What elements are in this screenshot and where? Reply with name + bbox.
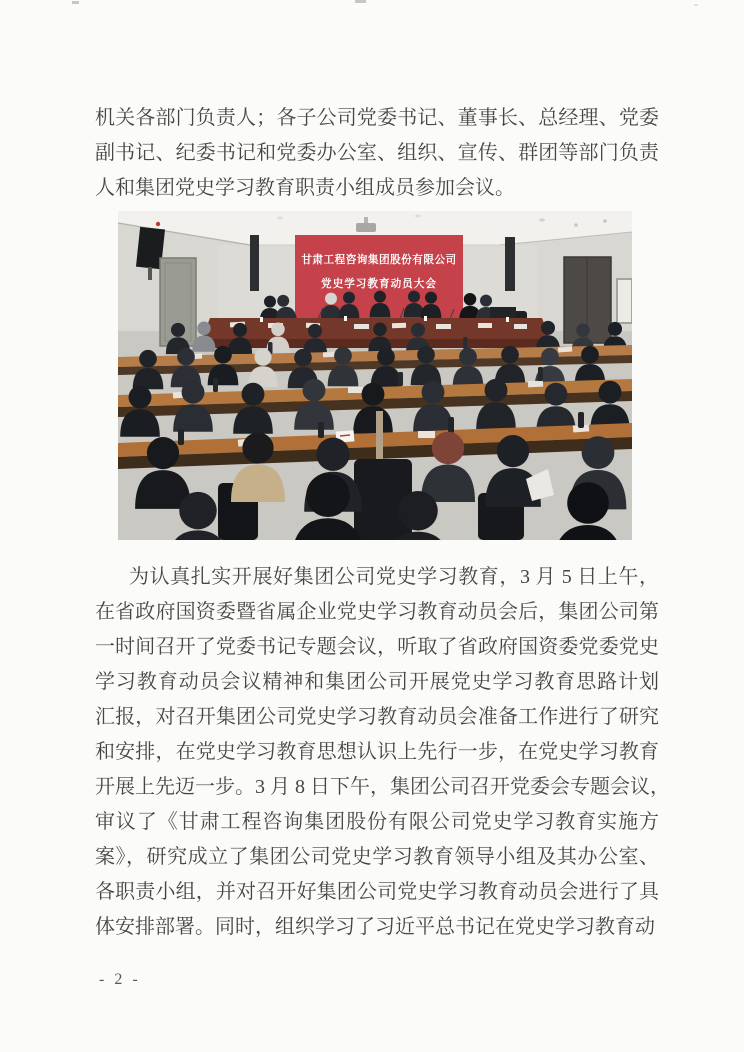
text-line: 体安排部署。同时，组织学习了习近平总书记在党史学习教育动 bbox=[95, 916, 655, 938]
text-line: 学习教育动员会议精神和集团公司开展党史学习教育思路计划 bbox=[95, 671, 659, 693]
text-line: 和安排，在党史学习教育思想认识上先行一步，在党史学习教育 bbox=[95, 741, 659, 763]
text-line: 副书记、纪委书记和党委办公室、组织、宣传、群团等部门负责 bbox=[95, 142, 659, 164]
scan-artifact bbox=[355, 0, 366, 3]
paragraph-body bbox=[95, 560, 670, 945]
meeting-photo-illustration bbox=[118, 211, 632, 540]
column-speaker bbox=[250, 235, 259, 291]
column-speaker bbox=[505, 237, 515, 291]
text-line: 为认真扎实开展好集团公司党史学习教育，3 月 5 日上午， bbox=[129, 566, 659, 588]
projector bbox=[356, 223, 376, 232]
text-line: 开展上先迈一步。3 月 8 日下午，集团公司召开党委会专题会议， bbox=[95, 776, 670, 798]
text-line: 各职责小组，并对召开好集团公司党史学习教育动员会进行了具 bbox=[95, 881, 659, 903]
text-line: 一时间召开了党委书记专题会议，听取了省政府国资委党委党史 bbox=[95, 636, 659, 658]
text-line: 在省政府国资委暨省属企业党史学习教育动员会后，集团公司第 bbox=[95, 601, 659, 623]
scan-artifact bbox=[694, 4, 698, 6]
paragraph-attendees bbox=[95, 101, 659, 206]
scan-artifact bbox=[72, 1, 79, 4]
text-line: 人和集团党史学习教育职责小组成员参加会议。 bbox=[95, 177, 515, 199]
text-line: 汇报，对召开集团公司党史学习教育动员会准备工作进行了研究 bbox=[95, 706, 659, 728]
alarm-light bbox=[156, 222, 160, 226]
text-line: 审议了《甘肃工程咨询集团股份有限公司党史学习教育实施方 bbox=[95, 811, 659, 833]
meeting-photo bbox=[118, 211, 632, 540]
banner-line-1: 甘肃工程咨询集团股份有限公司 bbox=[301, 254, 457, 266]
text-line: 案》，研究成立了集团公司党史学习教育领导小组及其办公室、 bbox=[95, 846, 659, 868]
banner-line-2: 党史学习教育动员大会 bbox=[321, 278, 437, 290]
page-number: - 2 - bbox=[99, 971, 141, 988]
text-line: 机关各部门负责人；各子公司党委书记、董事长、总经理、党委 bbox=[95, 107, 659, 129]
wall-panel bbox=[617, 279, 632, 323]
